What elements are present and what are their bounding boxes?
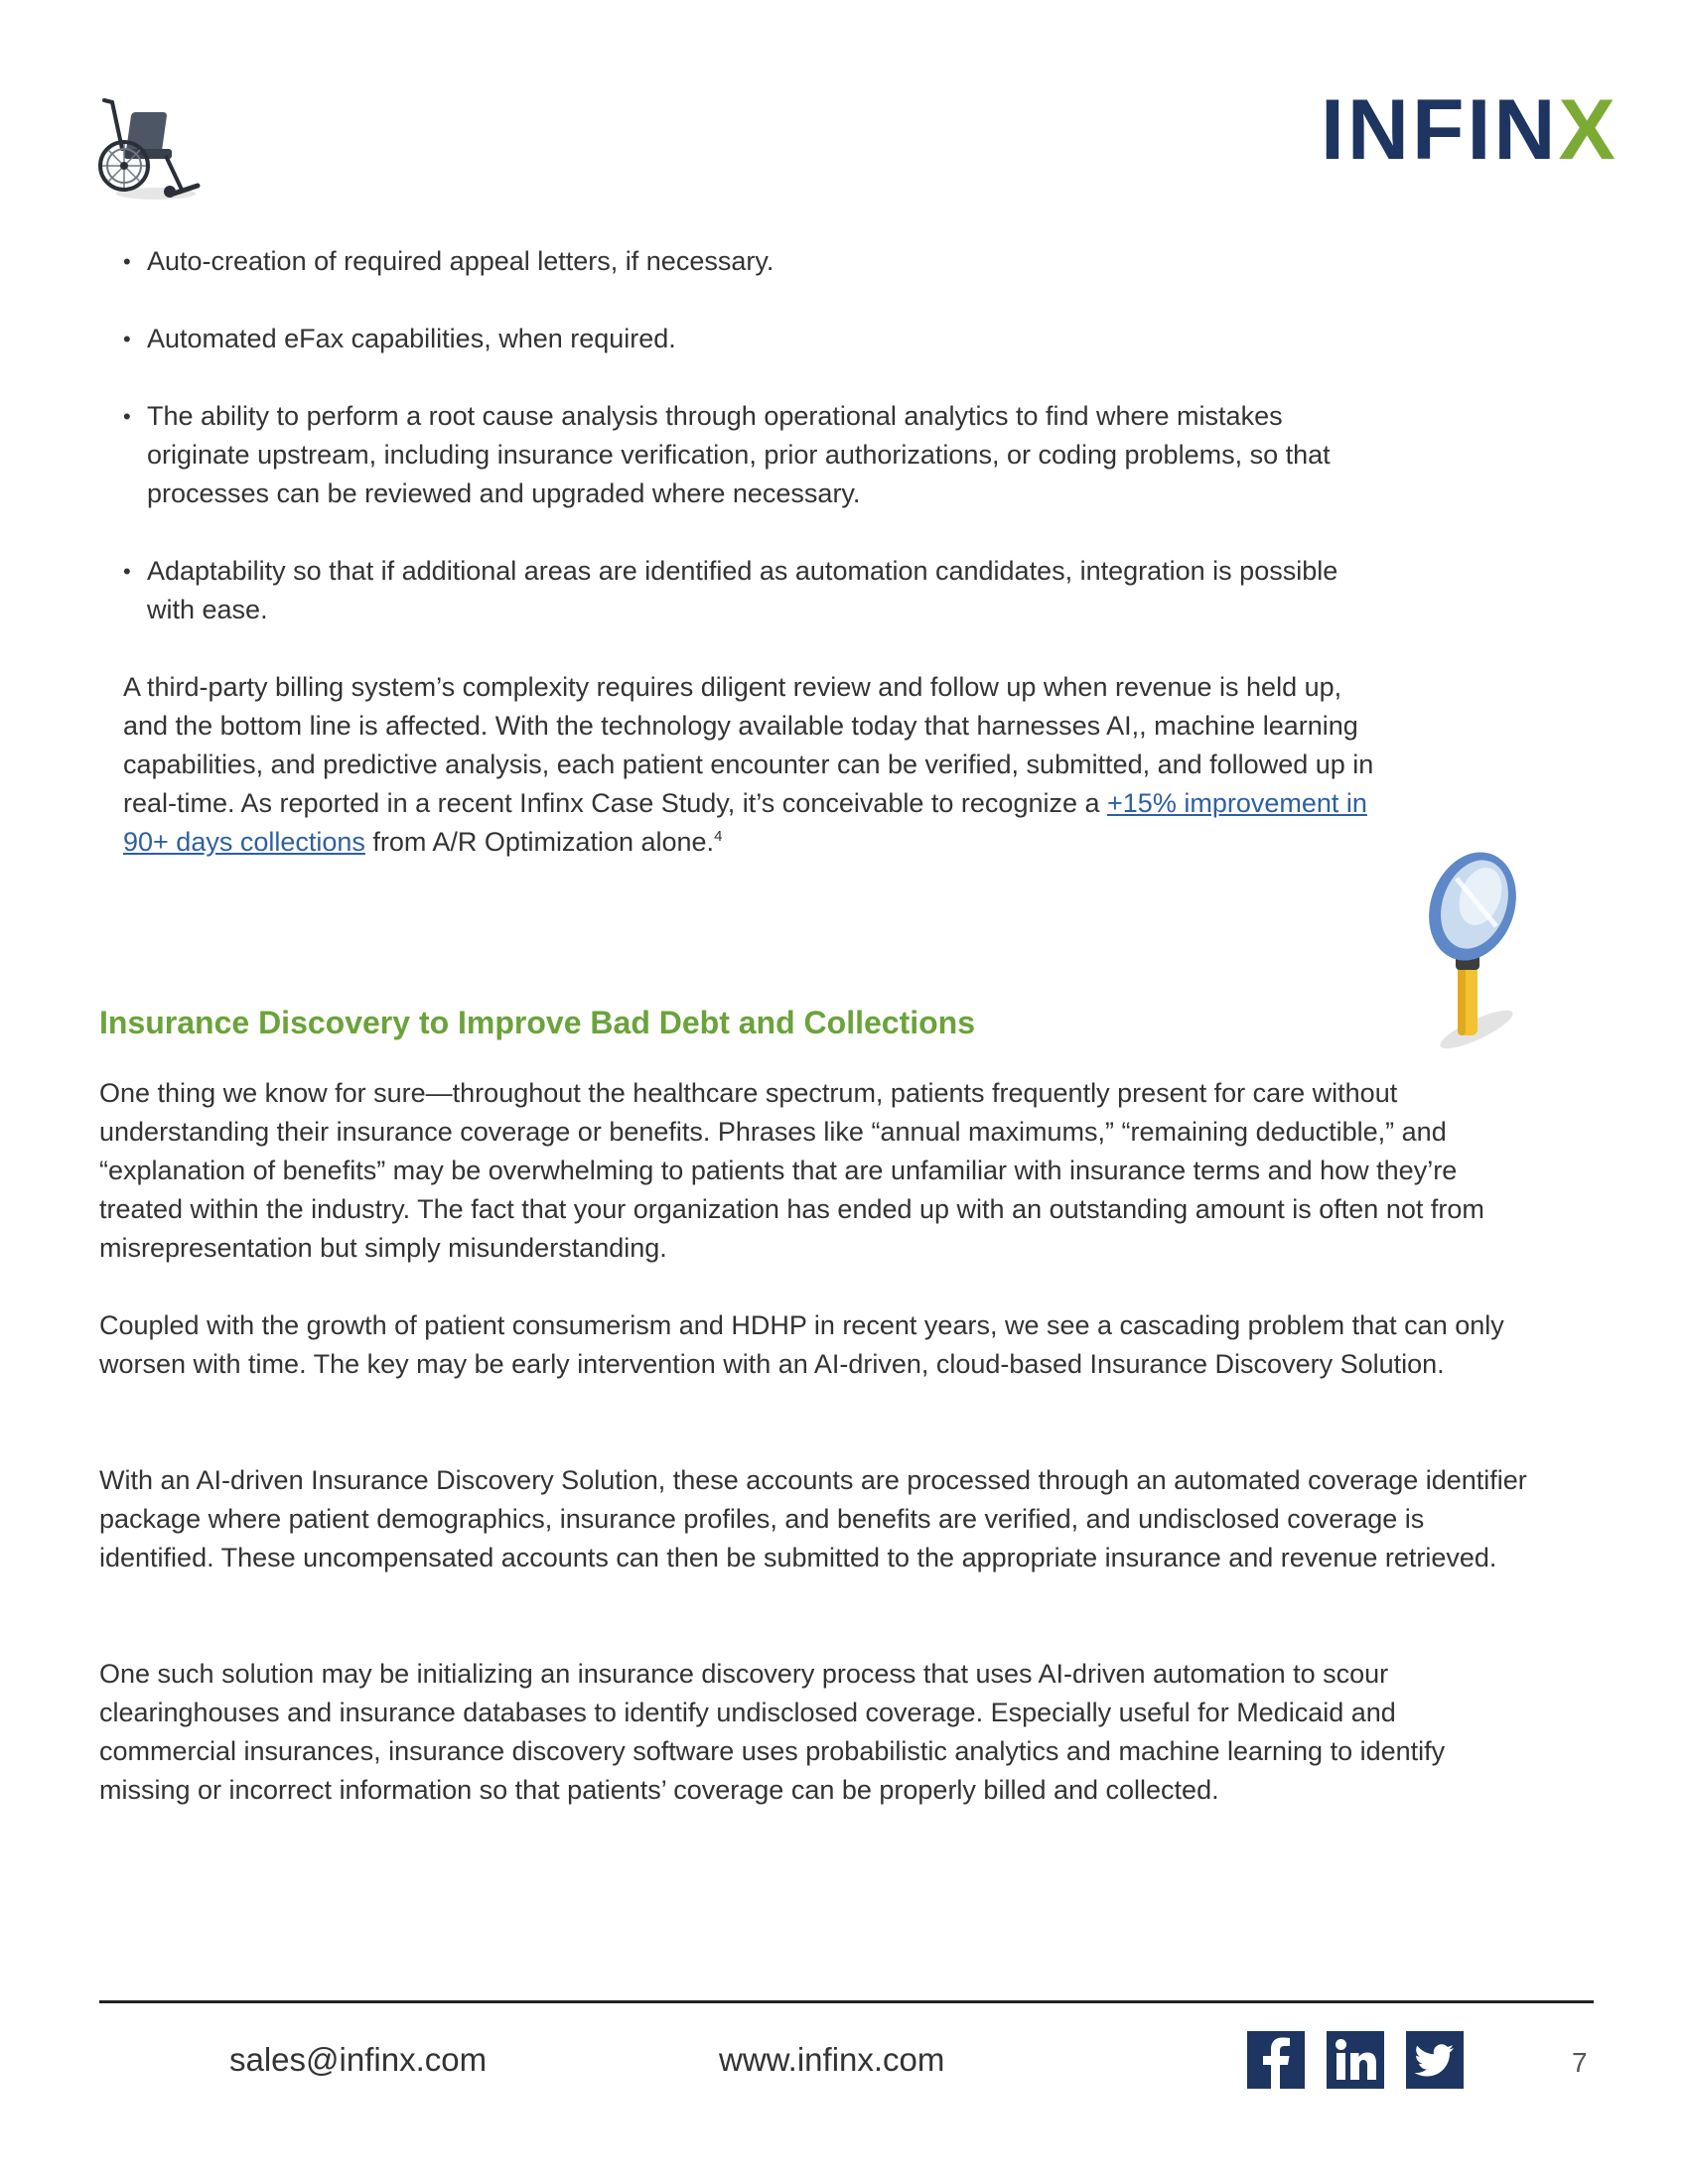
intro-paragraph	[123, 668, 1374, 862]
twitter-icon[interactable]	[1406, 2031, 1464, 2089]
section-paragraph: One such solution may be initializing an insurance discovery process that uses AI-driven automation to scour clearinghouses and insurance databases to identify undisclosed coverage. Especially useful for Medicaid and commercial insurances, insurance discovery software uses probabilistic analytics and machine learning to identify missing or incorrect information so that patients’ coverage can be properly billed and collected.	[99, 1659, 1446, 1805]
infinx-logo	[1321, 82, 1618, 178]
footnote-marker: 4	[714, 828, 723, 845]
intro-text-end: from A/R Optimization alone.	[364, 827, 715, 857]
section-paragraph: Coupled with the growth of patient consumerism and HDHP in recent years, we see a cascading problem that can only worsen with time. The key may be early intervention with an AI-driven, cloud-based Insurance Discovery Solution.	[99, 1310, 1504, 1379]
page-number: 7	[1572, 2047, 1588, 2078]
facebook-icon[interactable]	[1247, 2031, 1305, 2089]
linkedin-icon[interactable]	[1327, 2031, 1384, 2089]
bullet-item: • Automated eFax capabilities, when required.	[123, 320, 1374, 358]
footer-website-link[interactable]: www.infinx.com	[719, 2041, 945, 2078]
brand-main: INFIN	[1321, 82, 1559, 178]
section-paragraph: One thing we know for sure—throughout the healthcare spectrum, patients frequently present for care without understanding their insurance coverage or benefits. Phrases like “annual maximums,” “remaining deductible,” and “explanation of benefits” may be overwhelming to patients that are unfamiliar with insurance terms and how they’re treated within the industry. The fact that your organization has ended up with an outstanding amount is often not from misrepresentation but simply misunderstanding.	[99, 1078, 1484, 1263]
bullet-item: • Adaptability so that if additional areas are identified as automation candidates, integration is possible with ease.	[123, 552, 1374, 629]
wheelchair-icon	[94, 94, 204, 208]
section-heading: Insurance Discovery to Improve Bad Debt and Collections	[99, 1005, 975, 1040]
bullet-item: • The ability to perform a root cause analysis through operational analytics to find where mistakes originate upstream, including insurance verification, prior authorizations, or coding problems, so that processes can be reviewed and upgraded where necessary.	[123, 397, 1374, 513]
footer-divider	[99, 2000, 1594, 2003]
bullet-item: • Auto-creation of required appeal letters, if necessary.	[123, 242, 1374, 281]
section-paragraph: With an AI-driven Insurance Discovery Solution, these accounts are processed through an automated coverage identifier package where patient demographics, insurance profiles, and benefits are verified, and undisclosed coverage is identified. These uncompensated accounts can then be submitted to the appropriate insurance and revenue retrieved.	[99, 1465, 1527, 1572]
intro-text: A third-party billing system’s complexity requires diligent review and follow up when revenue is held up, and the bottom line is affected. With the technology available today that harnesses AI,, machine learning capabilities, and predictive analysis, each patient encounter can be verified, submitted, and followed up in real-time. As reported in a recent Infinx Case Study, it’s conceivable to recognize a	[123, 672, 1374, 818]
brand-accent: X	[1558, 82, 1618, 178]
feature-bullet-list	[123, 242, 1374, 668]
footer-email-link[interactable]: sales@infinx.com	[229, 2041, 488, 2078]
case-study-link[interactable]: +15% improvement in 90+ days collections	[123, 788, 1367, 857]
magnifier-icon	[1415, 849, 1529, 1052]
